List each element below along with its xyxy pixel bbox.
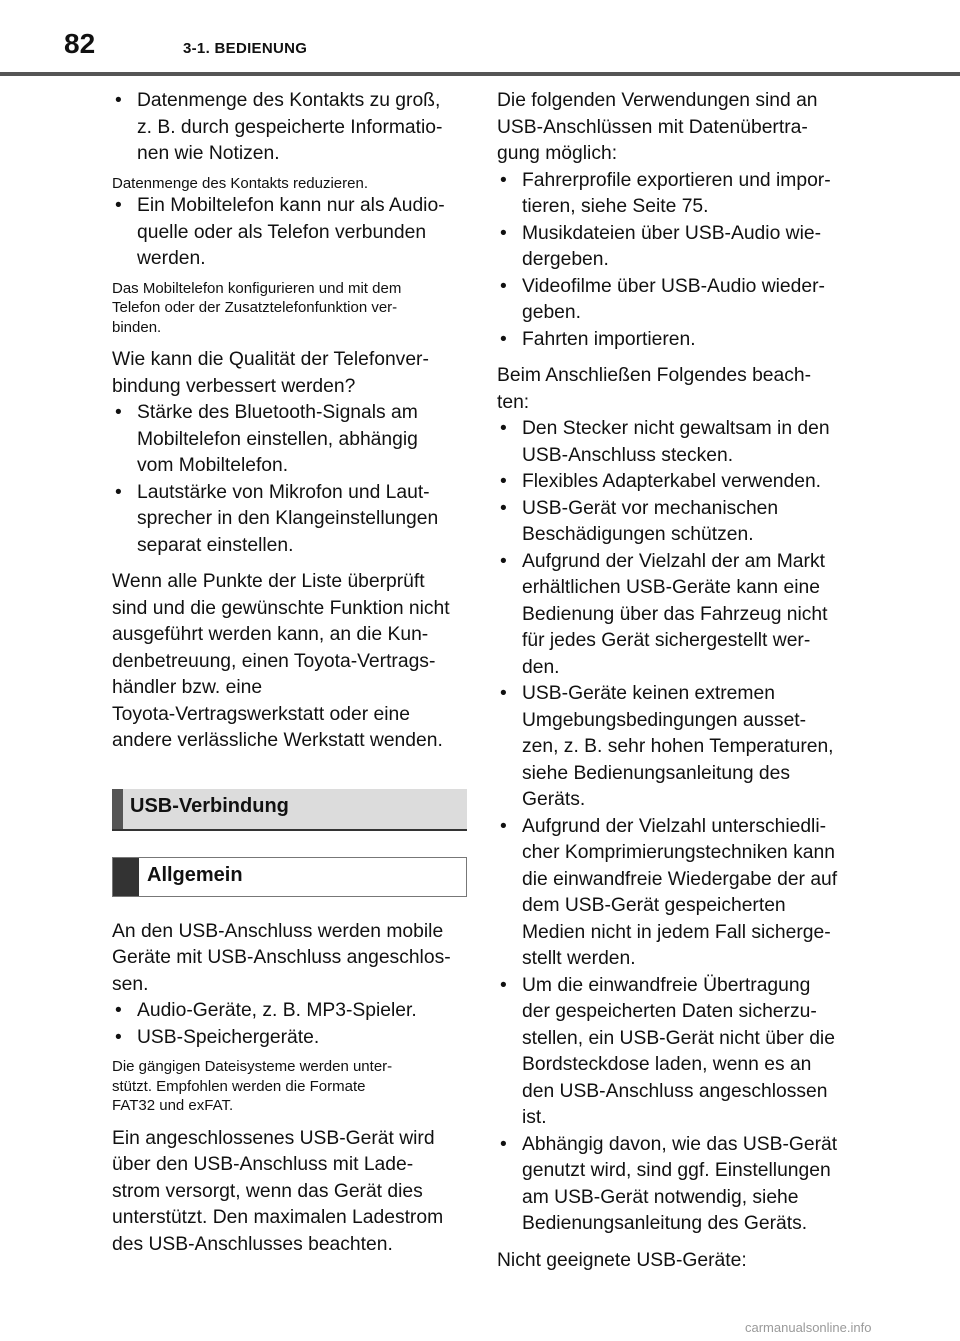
text-line: • Aufgrund der Vielzahl unterschiedli-: [522, 815, 827, 837]
text-line: ausgeführt werden kann, an die Kun-: [112, 624, 429, 645]
text-line: erhältlichen USB-Geräte kann eine: [522, 577, 820, 598]
text-line: • Lautstärke von Mikrofon und Laut-: [137, 481, 430, 503]
text-line: cher Komprimierungstechniken kann: [522, 842, 835, 863]
body-paragraph: [112, 569, 467, 755]
text-line: binden.: [112, 318, 162, 336]
text-line: der gespeicherten Daten sicherzu-: [522, 1001, 817, 1022]
text-line: Die gängigen Dateisysteme werden unter-: [112, 1058, 393, 1075]
list-item: [497, 1132, 847, 1238]
text-line: den USB-Anschluss angeschlossen: [522, 1080, 828, 1102]
text-line: über den USB-Anschluss mit Lade-: [112, 1154, 414, 1175]
text-line: stützt. Empfohlen werden die Formate: [112, 1077, 366, 1095]
right-column: [497, 88, 847, 1274]
page-header: [0, 0, 960, 78]
list-item: [497, 469, 847, 496]
text-line: Wie kann die Qualität der Telefonver-: [112, 349, 429, 370]
text-line: z. B. durch gespeicherte Informatio-: [137, 116, 443, 138]
text-line: für jedes Gerät sichergestellt wer-: [522, 630, 811, 651]
section-title: USB-Verbindung: [130, 794, 289, 817]
text-line: • Videofilme über USB-Audio wieder-: [522, 275, 825, 297]
list-item: [497, 496, 847, 549]
text-line: FAT32 und exFAT.: [112, 1097, 234, 1114]
list-item: [497, 416, 847, 469]
text-line: • Flexibles Adapterkabel verwenden.: [522, 471, 822, 492]
text-line: • USB-Gerät vor mechanischen: [522, 497, 779, 519]
list-item: [112, 193, 467, 273]
list-item: [112, 88, 467, 168]
list-item: [497, 681, 847, 814]
text-line: USB-Anschluss stecken.: [522, 444, 734, 466]
text-line: andere verlässliche Werkstatt wenden.: [112, 730, 443, 751]
text-line: Medien nicht in jedem Fall sicherge-: [522, 921, 831, 943]
text-line: Bordsteckdose laden, wenn es an: [522, 1054, 812, 1075]
text-line: Bedienungsanleitung des Geräts.: [522, 1213, 808, 1234]
text-line: geben.: [522, 302, 581, 323]
list-item: [497, 973, 847, 1132]
left-column: [112, 88, 467, 1258]
list-item: [112, 400, 467, 480]
list-item: [497, 327, 847, 354]
text-line: Geräts.: [522, 789, 586, 810]
text-line: quelle oder als Telefon verbunden: [137, 221, 427, 243]
text-line: Datenmenge des Kontakts reduzieren.: [112, 174, 368, 192]
bullet-list: [112, 88, 467, 168]
list-item: [497, 274, 847, 327]
list-item: [497, 549, 847, 682]
text-line: Nicht geeignete USB-Geräte:: [497, 1249, 747, 1271]
text-line: • Musikdateien über USB-Audio wie-: [522, 222, 822, 244]
text-line: händler bzw. eine: [112, 677, 263, 698]
list-item: [112, 1025, 467, 1052]
text-line: Mobiltelefon einstellen, abhängig: [137, 428, 418, 450]
note-text: [112, 279, 467, 338]
text-line: den.: [522, 656, 560, 678]
bullet-list: [112, 400, 467, 559]
chapter-title: 3-1. BEDIENUNG: [183, 40, 308, 57]
body-paragraph: [112, 1126, 467, 1259]
text-line: • Audio-Geräte, z. B. MP3-Spieler.: [137, 1000, 417, 1021]
text-line: gung möglich:: [497, 143, 618, 164]
text-line: • Abhängig davon, wie das USB-Gerät: [522, 1133, 838, 1155]
text-line: Die folgenden Verwendungen sind an: [497, 90, 818, 111]
subsection-accent: [113, 858, 139, 896]
list-item: [497, 168, 847, 221]
text-line: denbetreuung, einen Toyota-Vertrags-: [112, 650, 436, 672]
body-paragraph: [497, 1248, 847, 1275]
list-item: [112, 480, 467, 560]
bullet-list: [497, 168, 847, 354]
list-item: [112, 998, 467, 1025]
text-line: siehe Bedienungsanleitung des: [522, 762, 791, 784]
text-line: dergeben.: [522, 249, 609, 270]
text-line: stellen, ein USB-Gerät nicht über die: [522, 1027, 835, 1049]
text-line: • Aufgrund der Vielzahl der am Markt: [522, 550, 825, 572]
text-line: werden.: [137, 248, 206, 269]
text-line: • Fahrerprofile exportieren und impor-: [522, 169, 831, 191]
text-line: sprecher in den Klangeinstellungen: [137, 508, 439, 529]
text-line: die einwandfreie Wiedergabe der auf: [522, 868, 838, 890]
body-paragraph: [497, 88, 847, 168]
watermark-text: carmanualsonline.info: [745, 1320, 872, 1335]
text-line: sen.: [112, 973, 149, 995]
section-accent: [112, 789, 123, 829]
text-line: Toyota-Vertragswerkstatt oder eine: [112, 703, 410, 725]
text-line: vom Mobiltelefon.: [137, 455, 289, 476]
text-line: separat einstellen.: [137, 534, 294, 556]
text-line: Das Mobiltelefon konfigurieren und mit dem: [112, 279, 402, 297]
section-heading: [112, 789, 467, 831]
text-line: Geräte mit USB-Anschluss angeschlos-: [112, 947, 451, 968]
text-line: • Fahrten importieren.: [522, 328, 696, 350]
page-number: 82: [64, 28, 96, 59]
text-line: Bedienung über das Fahrzeug nicht: [522, 603, 828, 625]
body-paragraph: [497, 363, 847, 416]
subsection-heading: [112, 857, 467, 897]
text-line: • Datenmenge des Kontakts zu groß,: [137, 90, 441, 111]
text-line: Beschädigungen schützen.: [522, 524, 754, 545]
text-line: Telefon oder der Zusatztelefonfunktion ver-: [112, 299, 398, 316]
question-paragraph: [112, 347, 467, 400]
note-text: [112, 1057, 467, 1116]
body-paragraph: [112, 919, 467, 999]
text-line: USB-Anschlüssen mit Datenübertra-: [497, 116, 808, 138]
text-line: genutzt wird, sind ggf. Einstellungen: [522, 1160, 831, 1181]
list-item: [497, 221, 847, 274]
text-line: • Um die einwandfreie Übertragung: [522, 974, 811, 996]
text-line: Beim Anschließen Folgendes beach-: [497, 365, 812, 386]
header-divider: [0, 72, 960, 76]
text-line: Ein angeschlossenes USB-Gerät wird: [112, 1127, 435, 1149]
text-line: strom versorgt, wenn das Gerät dies: [112, 1180, 423, 1202]
text-line: Wenn alle Punkte der Liste überprüft: [112, 571, 425, 592]
text-line: • USB-Geräte keinen extremen: [522, 683, 775, 704]
bullet-list: [112, 193, 467, 273]
text-line: ist.: [522, 1107, 547, 1128]
text-line: sind und die gewünschte Funktion nicht: [112, 597, 450, 619]
bullet-list: [112, 998, 467, 1051]
text-line: • Den Stecker nicht gewaltsam in den: [522, 418, 830, 439]
text-line: stellt werden.: [522, 948, 636, 969]
text-line: • Stärke des Bluetooth-Signals am: [137, 402, 418, 423]
text-line: des USB-Anschlusses beachten.: [112, 1233, 393, 1255]
text-line: am USB-Gerät notwendig, siehe: [522, 1186, 799, 1208]
text-line: zen, z. B. sehr hohen Temperaturen,: [522, 736, 834, 757]
note-text: [112, 174, 467, 194]
text-line: nen wie Notizen.: [137, 143, 280, 164]
text-line: unterstützt. Den maximalen Ladestrom: [112, 1207, 444, 1228]
text-line: Umgebungsbedingungen ausset-: [522, 709, 807, 731]
text-line: dem USB-Gerät gespeicherten: [522, 895, 786, 916]
text-line: bindung verbessert werden?: [112, 375, 356, 397]
text-line: • Ein Mobiltelefon kann nur als Audio-: [137, 195, 445, 216]
bullet-list: [497, 416, 847, 1238]
text-line: ten:: [497, 391, 530, 413]
text-line: tieren, siehe Seite 75.: [522, 196, 709, 217]
text-line: An den USB-Anschluss werden mobile: [112, 920, 444, 942]
text-line: • USB-Speichergeräte.: [137, 1026, 320, 1048]
list-item: [497, 814, 847, 973]
subsection-title: Allgemein: [147, 863, 243, 886]
